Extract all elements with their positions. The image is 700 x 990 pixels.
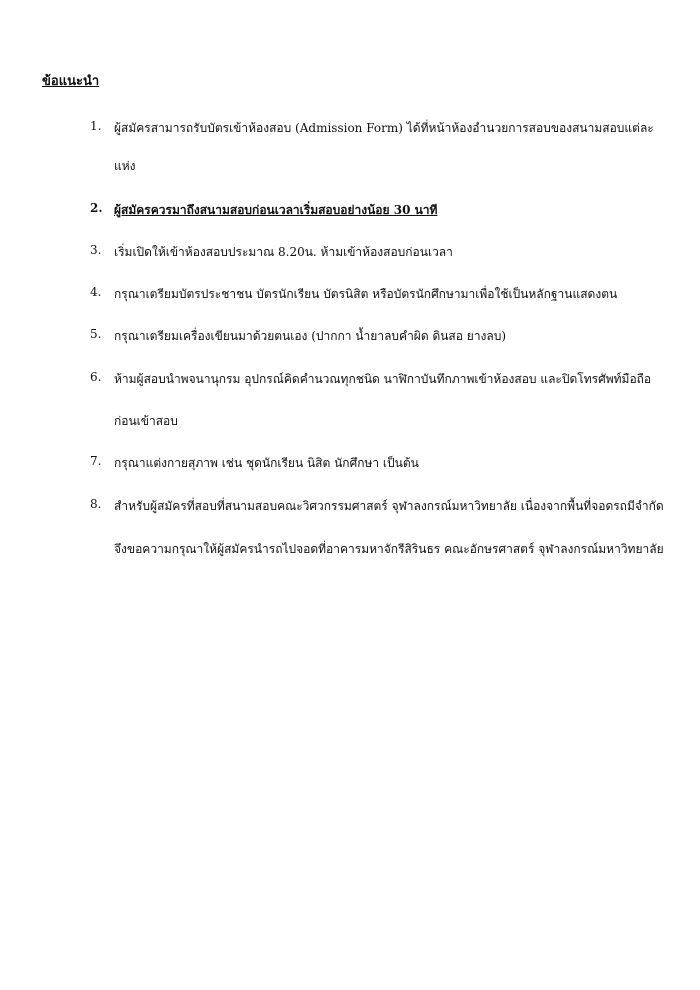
item-number: 8. [90,497,102,511]
item-number: 2. [90,201,103,215]
item-number: 6. [90,370,102,384]
item-text-line-1: ผู้สมัครควรมาถึงสนามสอบก่อนเวลาเริ่มสอบอย่างน้อย 30 นาที [114,203,438,217]
item-number: 4. [90,285,102,299]
item-text-line-1: สำหรับผู้สมัครที่สอบที่สนามสอบคณะวิศวกรรมศาสตร์ จุฬาลงกรณ์มหาวิทยาลัย เนื่องจากพื้นที่จอดรถมีจำกัด [114,499,664,513]
item-number: 1. [90,119,102,133]
item-number: 5. [90,327,102,341]
item-number: 3. [90,243,102,257]
item-number: 7. [90,454,102,468]
item-text-line-2: แห่ง [114,159,136,173]
page-heading: ข้อแนะนำ [42,74,100,89]
item-text-line-2: ก่อนเข้าสอบ [114,414,178,428]
item-text-line-1: ห้ามผู้สอบนำพจนานุกรม อุปกรณ์คิดคำนวณทุกชนิด นาฬิกาบันทึกภาพเข้าห้องสอบ และปิดโทรศัพท์มือถือ [114,372,652,386]
item-text-line-1: กรุณาแต่งกายสุภาพ เช่น ชุดนักเรียน นิสิต นักศึกษา เป็นต้น [114,456,419,470]
item-text-line-1: เริ่มเปิดให้เข้าห้องสอบประมาณ 8.20น. ห้ามเข้าห้องสอบก่อนเวลา [114,245,453,259]
item-text-line-1: กรุณาเตรียมเครื่องเขียนมาด้วยตนเอง (ปากกา น้ำยาลบคำผิด ดินสอ ยางลบ) [114,329,507,343]
item-text-line-1: ผู้สมัครสามารถรับบัตรเข้าห้องสอบ (Admission Form) ได้ที่หน้าห้องอำนวยการสอบของสนามสอบแต่ละ [114,121,654,135]
item-text-line-1: กรุณาเตรียมบัตรประชาชน บัตรนักเรียน บัตรนิสิต หรือบัตรนักศึกษามาเพื่อใช้เป็นหลักฐานแสดงตน [114,287,618,301]
item-text-line-2: จึงขอความกรุณาให้ผู้สมัครนำรถไปจอดที่อาคารมหาจักรีสิรินธร คณะอักษรศาสตร์ จุฬาลงกรณ์มหาวิทยาลัย [114,542,664,556]
